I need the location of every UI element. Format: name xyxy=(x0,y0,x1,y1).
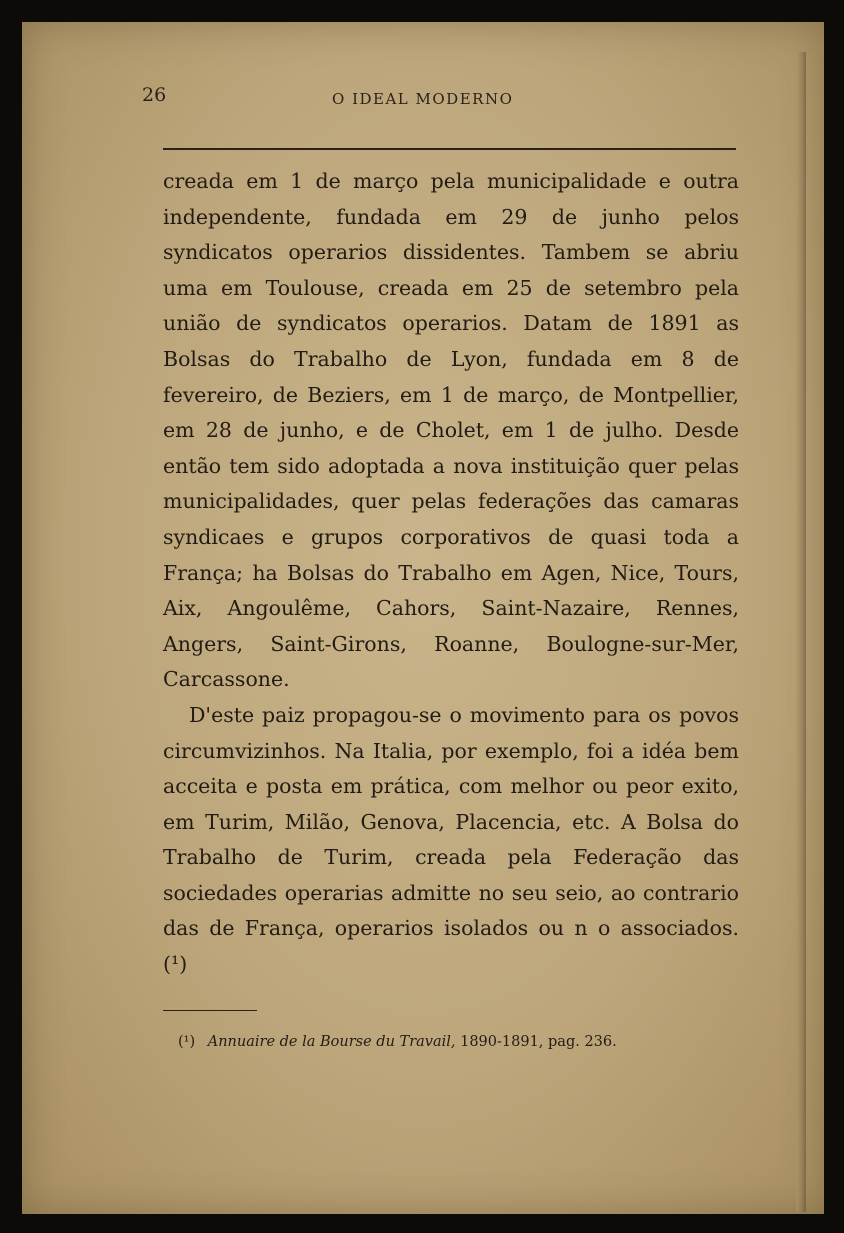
header-rule xyxy=(163,148,736,150)
footnote-details: 1890-1891, pag. 236. xyxy=(460,1034,617,1050)
body-text xyxy=(163,164,739,983)
footnote xyxy=(178,1034,748,1050)
paragraph-2: D'este paiz propagou-se o movimento para os povos circumvizinhos. Na Italia, por exemplo, foi a idéa bem acceita e posta em prática, com melhor ou peor exito, em Turim, Milão, Genova, Placencia, etc. A Bolsa do Trabalho de Turim, creada pela Federação das sociedades operarias admitte no seu seio, ao contrario das de França, operarios isolados ou n o associados. (¹) xyxy=(163,702,739,977)
footnote-marker: (¹) xyxy=(178,1034,196,1050)
page-number: 26 xyxy=(142,84,167,106)
footnote-rule xyxy=(163,1010,257,1011)
footnote-title: Annuaire de la Bourse du Travail, xyxy=(207,1034,456,1050)
page-header xyxy=(140,82,740,112)
running-title: O IDEAL MODERNO xyxy=(332,90,514,108)
page-fold-shadow xyxy=(796,52,806,1212)
paragraph-1: creada em 1 de março pela municipalidade e outra independente, fundada em 29 de junho pelos syndicatos operarios dissidentes. Tambem se abriu uma em Toulouse, creada em 25 de setembro pela união de syndicatos operarios. Datam de 1891 as Bolsas do Trabalho de Lyon, fundada em 8 de fevereiro, de Beziers, em 1 de março, de Montpellier, em 28 de junho, e de Cholet, em 1 de julho. Desde então tem sido adoptada a nova instituição quer pelas municipalidades, quer pelas federações das camaras syndicaes e grupos corporativos de quasi toda a França; ha Bolsas do Trabalho em Agen, Nice, Tours, Aix, Angoulême, Cahors, Saint-Nazaire, Rennes, Angers, Saint-Girons, Roanne, Boulogne-sur-Mer, Carcassone. xyxy=(163,169,739,692)
